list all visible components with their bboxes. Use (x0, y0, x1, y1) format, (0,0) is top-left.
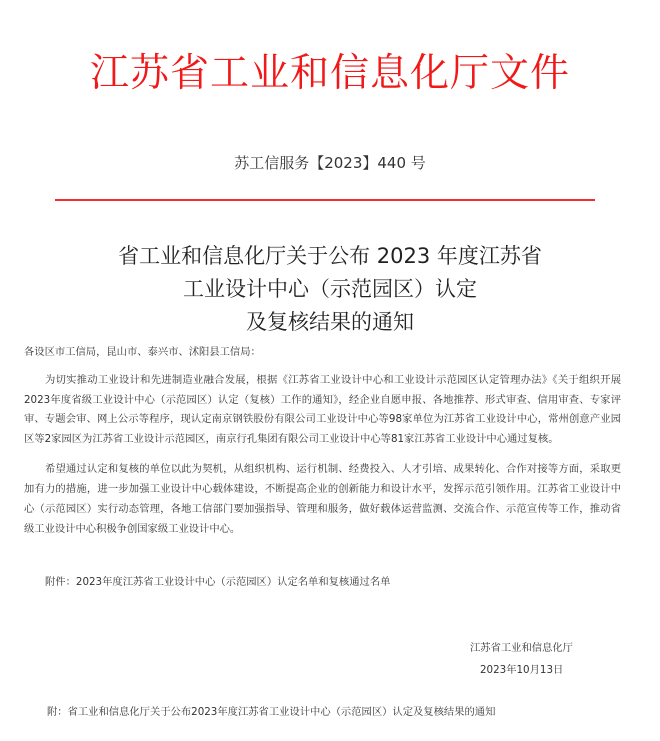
attachment-note: 附件：2023年度江苏省工业设计中心（示范园区）认定名单和复核通过名单 (45, 576, 391, 588)
paragraph-line: 心（示范园区）实行动态管理，各地工信部门要加强指导、管理和服务，做好载体运营监测、交流合作、示范宣传等工作，推动省 (24, 503, 621, 515)
paragraph-line: 为切实推动工业设计和先进制造业融合发展，根据《江苏省工业设计中心和工业设计示范园区认定管理办法》《关于组织开展 (45, 374, 621, 386)
masthead: 江苏省工业和信息化厅文件 (89, 51, 570, 96)
addressee: 各设区市工信局，昆山市、泰兴市、沭阳县工信局： (24, 346, 261, 358)
document-title (0, 240, 660, 339)
paragraph-line: 审、专题会审、网上公示等程序，现认定南京钢铁股份有限公司工业设计中心等98家单位为江苏省工业设计中心，常州创意产业园 (24, 413, 621, 425)
issue-date: 2023年10月13日 (480, 664, 564, 676)
paragraph-line: 区等2家园区为江苏省工业设计示范园区，南京行孔集团有限公司工业设计中心等81家江苏省工业设计中心通过复核。 (24, 433, 559, 445)
issuer-signature: 江苏省工业和信息化厅 (470, 642, 573, 654)
red-divider (55, 199, 595, 201)
document-number: 苏工信服务【2023】440 号 (234, 154, 426, 172)
title-line: 省工业和信息化厅关于公布 2023 年度江苏省 (118, 244, 542, 268)
title-line: 及复核结果的通知 (246, 310, 414, 334)
paragraph-line: 加有力的措施，进一步加强工业设计中心载体建设，不断提高企业的创新能力和设计水平，发挥示范引领作用。江苏省工业设计中 (24, 483, 621, 495)
title-line: 工业设计中心（示范园区）认定 (183, 277, 477, 301)
paragraph-line: 级工业设计中心积极争创国家级工业设计中心。 (24, 523, 241, 535)
paragraph-line: 希望通过认定和复核的单位以此为契机，从组织机构、运行机制、经费投入、人才引培、成果转化、合作对接等方面，采取更 (45, 463, 621, 475)
footer-note: 附：省工业和信息化厅关于公布2023年度江苏省工业设计中心（示范园区）认定及复核结果的通知 (47, 706, 496, 718)
paragraph-line: 2023年度省级工业设计中心（示范园区）认定（复核）工作的通知》，经企业自愿申报、各地推荐、形式审查、信用审查、专家评 (24, 394, 621, 406)
